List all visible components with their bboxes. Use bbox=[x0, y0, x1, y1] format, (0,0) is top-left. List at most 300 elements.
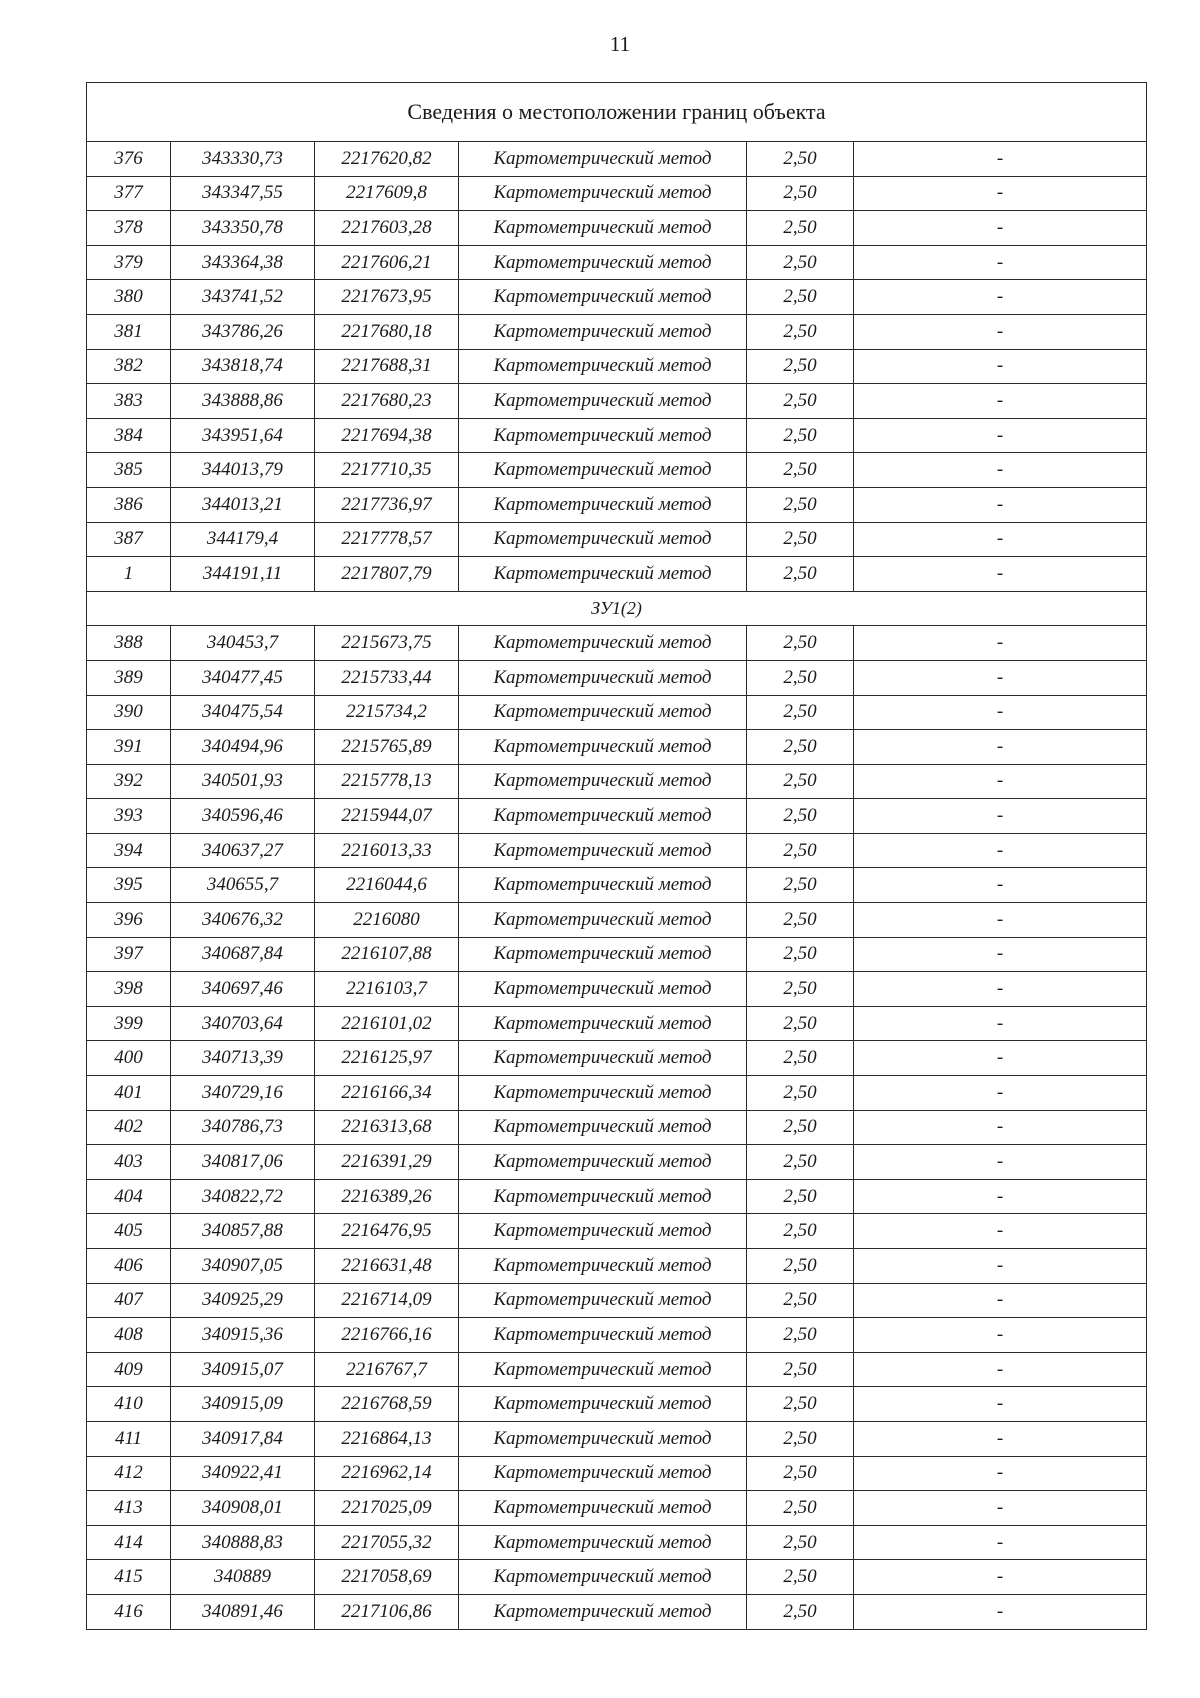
description-cell: - bbox=[854, 868, 1147, 903]
table-row bbox=[87, 1283, 1147, 1318]
method-cell: Картометрический метод bbox=[459, 868, 747, 903]
table-row bbox=[87, 280, 1147, 315]
accuracy-cell: 2,50 bbox=[747, 522, 854, 557]
y-coordinate-cell: 2216313,68 bbox=[315, 1110, 459, 1145]
point-number-cell: 388 bbox=[87, 626, 171, 661]
accuracy-cell: 2,50 bbox=[747, 1525, 854, 1560]
method-cell: Картометрический метод bbox=[459, 1249, 747, 1284]
y-coordinate-cell: 2216101,02 bbox=[315, 1006, 459, 1041]
description-cell: - bbox=[854, 937, 1147, 972]
x-coordinate-cell: 340655,7 bbox=[171, 868, 315, 903]
method-cell: Картометрический метод bbox=[459, 799, 747, 834]
method-cell: Картометрический метод bbox=[459, 764, 747, 799]
accuracy-cell: 2,50 bbox=[747, 1594, 854, 1629]
table-row bbox=[87, 1491, 1147, 1526]
method-cell: Картометрический метод bbox=[459, 314, 747, 349]
table-row bbox=[87, 314, 1147, 349]
description-cell: - bbox=[854, 142, 1147, 177]
x-coordinate-cell: 340888,83 bbox=[171, 1525, 315, 1560]
table-title-row bbox=[87, 83, 1147, 142]
y-coordinate-cell: 2217778,57 bbox=[315, 522, 459, 557]
x-coordinate-cell: 343786,26 bbox=[171, 314, 315, 349]
x-coordinate-cell: 340596,46 bbox=[171, 799, 315, 834]
method-cell: Картометрический метод bbox=[459, 1006, 747, 1041]
description-cell: - bbox=[854, 1525, 1147, 1560]
method-cell: Картометрический метод bbox=[459, 695, 747, 730]
method-cell: Картометрический метод bbox=[459, 972, 747, 1007]
x-coordinate-cell: 340822,72 bbox=[171, 1179, 315, 1214]
x-coordinate-cell: 340925,29 bbox=[171, 1283, 315, 1318]
y-coordinate-cell: 2216864,13 bbox=[315, 1421, 459, 1456]
accuracy-cell: 2,50 bbox=[747, 487, 854, 522]
y-coordinate-cell: 2216766,16 bbox=[315, 1318, 459, 1353]
section-label: ЗУ1(2) bbox=[87, 591, 1147, 626]
y-coordinate-cell: 2215765,89 bbox=[315, 730, 459, 765]
description-cell: - bbox=[854, 522, 1147, 557]
table-row bbox=[87, 833, 1147, 868]
x-coordinate-cell: 340908,01 bbox=[171, 1491, 315, 1526]
table-row bbox=[87, 1387, 1147, 1422]
method-cell: Картометрический метод bbox=[459, 1041, 747, 1076]
x-coordinate-cell: 340917,84 bbox=[171, 1421, 315, 1456]
table-row bbox=[87, 487, 1147, 522]
description-cell: - bbox=[854, 1145, 1147, 1180]
table-row bbox=[87, 1421, 1147, 1456]
method-cell: Картометрический метод bbox=[459, 1110, 747, 1145]
y-coordinate-cell: 2216768,59 bbox=[315, 1387, 459, 1422]
point-number-cell: 395 bbox=[87, 868, 171, 903]
method-cell: Картометрический метод bbox=[459, 903, 747, 938]
y-coordinate-cell: 2217620,82 bbox=[315, 142, 459, 177]
accuracy-cell: 2,50 bbox=[747, 1491, 854, 1526]
description-cell: - bbox=[854, 453, 1147, 488]
method-cell: Картометрический метод bbox=[459, 1421, 747, 1456]
accuracy-cell: 2,50 bbox=[747, 1006, 854, 1041]
method-cell: Картометрический метод bbox=[459, 349, 747, 384]
table-row bbox=[87, 1525, 1147, 1560]
point-number-cell: 399 bbox=[87, 1006, 171, 1041]
description-cell: - bbox=[854, 903, 1147, 938]
accuracy-cell: 2,50 bbox=[747, 1318, 854, 1353]
accuracy-cell: 2,50 bbox=[747, 833, 854, 868]
point-number-cell: 385 bbox=[87, 453, 171, 488]
method-cell: Картометрический метод bbox=[459, 1214, 747, 1249]
table-row bbox=[87, 903, 1147, 938]
method-cell: Картометрический метод bbox=[459, 280, 747, 315]
x-coordinate-cell: 340637,27 bbox=[171, 833, 315, 868]
description-cell: - bbox=[854, 660, 1147, 695]
table-row bbox=[87, 626, 1147, 661]
boundary-coordinates-table bbox=[86, 82, 1147, 1630]
y-coordinate-cell: 2217694,38 bbox=[315, 418, 459, 453]
accuracy-cell: 2,50 bbox=[747, 142, 854, 177]
point-number-cell: 386 bbox=[87, 487, 171, 522]
point-number-cell: 408 bbox=[87, 1318, 171, 1353]
x-coordinate-cell: 340453,7 bbox=[171, 626, 315, 661]
accuracy-cell: 2,50 bbox=[747, 384, 854, 419]
point-number-cell: 416 bbox=[87, 1594, 171, 1629]
y-coordinate-cell: 2216166,34 bbox=[315, 1076, 459, 1111]
description-cell: - bbox=[854, 1456, 1147, 1491]
y-coordinate-cell: 2217603,28 bbox=[315, 211, 459, 246]
point-number-cell: 401 bbox=[87, 1076, 171, 1111]
page-number: 11 bbox=[609, 32, 631, 56]
accuracy-cell: 2,50 bbox=[747, 660, 854, 695]
description-cell: - bbox=[854, 1594, 1147, 1629]
accuracy-cell: 2,50 bbox=[747, 1041, 854, 1076]
table-row bbox=[87, 799, 1147, 834]
description-cell: - bbox=[854, 730, 1147, 765]
accuracy-cell: 2,50 bbox=[747, 1560, 854, 1595]
accuracy-cell: 2,50 bbox=[747, 799, 854, 834]
point-number-cell: 393 bbox=[87, 799, 171, 834]
y-coordinate-cell: 2217688,31 bbox=[315, 349, 459, 384]
point-number-cell: 411 bbox=[87, 1421, 171, 1456]
x-coordinate-cell: 340713,39 bbox=[171, 1041, 315, 1076]
description-cell: - bbox=[854, 1421, 1147, 1456]
table-row bbox=[87, 972, 1147, 1007]
accuracy-cell: 2,50 bbox=[747, 557, 854, 592]
x-coordinate-cell: 340907,05 bbox=[171, 1249, 315, 1284]
accuracy-cell: 2,50 bbox=[747, 626, 854, 661]
description-cell: - bbox=[854, 1179, 1147, 1214]
y-coordinate-cell: 2217710,35 bbox=[315, 453, 459, 488]
description-cell: - bbox=[854, 245, 1147, 280]
x-coordinate-cell: 340922,41 bbox=[171, 1456, 315, 1491]
x-coordinate-cell: 340687,84 bbox=[171, 937, 315, 972]
y-coordinate-cell: 2216391,29 bbox=[315, 1145, 459, 1180]
description-cell: - bbox=[854, 1076, 1147, 1111]
y-coordinate-cell: 2217606,21 bbox=[315, 245, 459, 280]
point-number-cell: 405 bbox=[87, 1214, 171, 1249]
table-row bbox=[87, 764, 1147, 799]
description-cell: - bbox=[854, 1041, 1147, 1076]
accuracy-cell: 2,50 bbox=[747, 211, 854, 246]
y-coordinate-cell: 2217106,86 bbox=[315, 1594, 459, 1629]
description-cell: - bbox=[854, 557, 1147, 592]
table-row bbox=[87, 142, 1147, 177]
method-cell: Картометрический метод bbox=[459, 1352, 747, 1387]
accuracy-cell: 2,50 bbox=[747, 868, 854, 903]
description-cell: - bbox=[854, 1560, 1147, 1595]
point-number-cell: 396 bbox=[87, 903, 171, 938]
table-row bbox=[87, 1560, 1147, 1595]
x-coordinate-cell: 340786,73 bbox=[171, 1110, 315, 1145]
x-coordinate-cell: 344013,79 bbox=[171, 453, 315, 488]
table-row bbox=[87, 1110, 1147, 1145]
accuracy-cell: 2,50 bbox=[747, 418, 854, 453]
y-coordinate-cell: 2217025,09 bbox=[315, 1491, 459, 1526]
point-number-cell: 415 bbox=[87, 1560, 171, 1595]
description-cell: - bbox=[854, 487, 1147, 522]
x-coordinate-cell: 344179,4 bbox=[171, 522, 315, 557]
description-cell: - bbox=[854, 1491, 1147, 1526]
y-coordinate-cell: 2216125,97 bbox=[315, 1041, 459, 1076]
method-cell: Картометрический метод bbox=[459, 937, 747, 972]
point-number-cell: 400 bbox=[87, 1041, 171, 1076]
method-cell: Картометрический метод bbox=[459, 453, 747, 488]
x-coordinate-cell: 340477,45 bbox=[171, 660, 315, 695]
method-cell: Картометрический метод bbox=[459, 1179, 747, 1214]
point-number-cell: 384 bbox=[87, 418, 171, 453]
point-number-cell: 413 bbox=[87, 1491, 171, 1526]
method-cell: Картометрический метод bbox=[459, 245, 747, 280]
y-coordinate-cell: 2216044,6 bbox=[315, 868, 459, 903]
y-coordinate-cell: 2217058,69 bbox=[315, 1560, 459, 1595]
table-row bbox=[87, 868, 1147, 903]
method-cell: Картометрический метод bbox=[459, 1525, 747, 1560]
method-cell: Картометрический метод bbox=[459, 142, 747, 177]
accuracy-cell: 2,50 bbox=[747, 1387, 854, 1422]
point-number-cell: 382 bbox=[87, 349, 171, 384]
table-row bbox=[87, 211, 1147, 246]
table-row bbox=[87, 176, 1147, 211]
y-coordinate-cell: 2216013,33 bbox=[315, 833, 459, 868]
accuracy-cell: 2,50 bbox=[747, 1179, 854, 1214]
y-coordinate-cell: 2217673,95 bbox=[315, 280, 459, 315]
x-coordinate-cell: 340817,06 bbox=[171, 1145, 315, 1180]
description-cell: - bbox=[854, 1352, 1147, 1387]
table-row bbox=[87, 384, 1147, 419]
method-cell: Картометрический метод bbox=[459, 557, 747, 592]
accuracy-cell: 2,50 bbox=[747, 245, 854, 280]
table-title: Сведения о местоположении границ объекта bbox=[87, 83, 1147, 142]
method-cell: Картометрический метод bbox=[459, 211, 747, 246]
table-row bbox=[87, 695, 1147, 730]
accuracy-cell: 2,50 bbox=[747, 730, 854, 765]
x-coordinate-cell: 340676,32 bbox=[171, 903, 315, 938]
x-coordinate-cell: 343741,52 bbox=[171, 280, 315, 315]
point-number-cell: 414 bbox=[87, 1525, 171, 1560]
table-row bbox=[87, 557, 1147, 592]
point-number-cell: 409 bbox=[87, 1352, 171, 1387]
point-number-cell: 380 bbox=[87, 280, 171, 315]
x-coordinate-cell: 343951,64 bbox=[171, 418, 315, 453]
description-cell: - bbox=[854, 280, 1147, 315]
accuracy-cell: 2,50 bbox=[747, 1456, 854, 1491]
accuracy-cell: 2,50 bbox=[747, 453, 854, 488]
x-coordinate-cell: 340729,16 bbox=[171, 1076, 315, 1111]
method-cell: Картометрический метод bbox=[459, 418, 747, 453]
table-row bbox=[87, 1456, 1147, 1491]
method-cell: Картометрический метод bbox=[459, 833, 747, 868]
y-coordinate-cell: 2216476,95 bbox=[315, 1214, 459, 1249]
y-coordinate-cell: 2216714,09 bbox=[315, 1283, 459, 1318]
accuracy-cell: 2,50 bbox=[747, 903, 854, 938]
y-coordinate-cell: 2217736,97 bbox=[315, 487, 459, 522]
x-coordinate-cell: 340889 bbox=[171, 1560, 315, 1595]
x-coordinate-cell: 343364,38 bbox=[171, 245, 315, 280]
y-coordinate-cell: 2216631,48 bbox=[315, 1249, 459, 1284]
table-row bbox=[87, 1249, 1147, 1284]
x-coordinate-cell: 340703,64 bbox=[171, 1006, 315, 1041]
point-number-cell: 377 bbox=[87, 176, 171, 211]
description-cell: - bbox=[854, 1283, 1147, 1318]
point-number-cell: 404 bbox=[87, 1179, 171, 1214]
accuracy-cell: 2,50 bbox=[747, 695, 854, 730]
point-number-cell: 381 bbox=[87, 314, 171, 349]
table-row bbox=[87, 522, 1147, 557]
point-number-cell: 379 bbox=[87, 245, 171, 280]
table-row bbox=[87, 1041, 1147, 1076]
table-row bbox=[87, 1179, 1147, 1214]
accuracy-cell: 2,50 bbox=[747, 1421, 854, 1456]
description-cell: - bbox=[854, 833, 1147, 868]
x-coordinate-cell: 340494,96 bbox=[171, 730, 315, 765]
accuracy-cell: 2,50 bbox=[747, 1283, 854, 1318]
description-cell: - bbox=[854, 314, 1147, 349]
table-row bbox=[87, 1076, 1147, 1111]
method-cell: Картометрический метод bbox=[459, 730, 747, 765]
description-cell: - bbox=[854, 972, 1147, 1007]
point-number-cell: 402 bbox=[87, 1110, 171, 1145]
y-coordinate-cell: 2217680,23 bbox=[315, 384, 459, 419]
point-number-cell: 387 bbox=[87, 522, 171, 557]
x-coordinate-cell: 340697,46 bbox=[171, 972, 315, 1007]
point-number-cell: 383 bbox=[87, 384, 171, 419]
point-number-cell: 1 bbox=[87, 557, 171, 592]
y-coordinate-cell: 2216107,88 bbox=[315, 937, 459, 972]
y-coordinate-cell: 2215944,07 bbox=[315, 799, 459, 834]
x-coordinate-cell: 340501,93 bbox=[171, 764, 315, 799]
y-coordinate-cell: 2215733,44 bbox=[315, 660, 459, 695]
y-coordinate-cell: 2217609,8 bbox=[315, 176, 459, 211]
x-coordinate-cell: 343888,86 bbox=[171, 384, 315, 419]
y-coordinate-cell: 2216389,26 bbox=[315, 1179, 459, 1214]
point-number-cell: 390 bbox=[87, 695, 171, 730]
section-header-row bbox=[87, 591, 1147, 626]
accuracy-cell: 2,50 bbox=[747, 349, 854, 384]
point-number-cell: 410 bbox=[87, 1387, 171, 1422]
table-row bbox=[87, 1318, 1147, 1353]
x-coordinate-cell: 340915,36 bbox=[171, 1318, 315, 1353]
method-cell: Картометрический метод bbox=[459, 1560, 747, 1595]
method-cell: Картометрический метод bbox=[459, 1387, 747, 1422]
description-cell: - bbox=[854, 1110, 1147, 1145]
accuracy-cell: 2,50 bbox=[747, 1110, 854, 1145]
point-number-cell: 397 bbox=[87, 937, 171, 972]
accuracy-cell: 2,50 bbox=[747, 1249, 854, 1284]
x-coordinate-cell: 340475,54 bbox=[171, 695, 315, 730]
description-cell: - bbox=[854, 211, 1147, 246]
point-number-cell: 376 bbox=[87, 142, 171, 177]
accuracy-cell: 2,50 bbox=[747, 1076, 854, 1111]
method-cell: Картометрический метод bbox=[459, 522, 747, 557]
description-cell: - bbox=[854, 384, 1147, 419]
description-cell: - bbox=[854, 799, 1147, 834]
table-row bbox=[87, 1145, 1147, 1180]
description-cell: - bbox=[854, 349, 1147, 384]
x-coordinate-cell: 343347,55 bbox=[171, 176, 315, 211]
accuracy-cell: 2,50 bbox=[747, 1352, 854, 1387]
x-coordinate-cell: 344191,11 bbox=[171, 557, 315, 592]
point-number-cell: 406 bbox=[87, 1249, 171, 1284]
method-cell: Картометрический метод bbox=[459, 384, 747, 419]
table-row bbox=[87, 1214, 1147, 1249]
table-row bbox=[87, 730, 1147, 765]
description-cell: - bbox=[854, 1318, 1147, 1353]
x-coordinate-cell: 343818,74 bbox=[171, 349, 315, 384]
x-coordinate-cell: 340915,09 bbox=[171, 1387, 315, 1422]
y-coordinate-cell: 2216767,7 bbox=[315, 1352, 459, 1387]
description-cell: - bbox=[854, 764, 1147, 799]
y-coordinate-cell: 2217680,18 bbox=[315, 314, 459, 349]
description-cell: - bbox=[854, 1006, 1147, 1041]
y-coordinate-cell: 2215673,75 bbox=[315, 626, 459, 661]
table-row bbox=[87, 1352, 1147, 1387]
method-cell: Картометрический метод bbox=[459, 1318, 747, 1353]
table-row bbox=[87, 937, 1147, 972]
accuracy-cell: 2,50 bbox=[747, 280, 854, 315]
method-cell: Картометрический метод bbox=[459, 487, 747, 522]
x-coordinate-cell: 343330,73 bbox=[171, 142, 315, 177]
y-coordinate-cell: 2215778,13 bbox=[315, 764, 459, 799]
method-cell: Картометрический метод bbox=[459, 1456, 747, 1491]
accuracy-cell: 2,50 bbox=[747, 1145, 854, 1180]
x-coordinate-cell: 340891,46 bbox=[171, 1594, 315, 1629]
accuracy-cell: 2,50 bbox=[747, 937, 854, 972]
point-number-cell: 398 bbox=[87, 972, 171, 1007]
y-coordinate-cell: 2216103,7 bbox=[315, 972, 459, 1007]
point-number-cell: 394 bbox=[87, 833, 171, 868]
description-cell: - bbox=[854, 1387, 1147, 1422]
method-cell: Картометрический метод bbox=[459, 1491, 747, 1526]
method-cell: Картометрический метод bbox=[459, 176, 747, 211]
table-row bbox=[87, 349, 1147, 384]
accuracy-cell: 2,50 bbox=[747, 314, 854, 349]
table-row bbox=[87, 660, 1147, 695]
y-coordinate-cell: 2216080 bbox=[315, 903, 459, 938]
point-number-cell: 378 bbox=[87, 211, 171, 246]
method-cell: Картометрический метод bbox=[459, 1145, 747, 1180]
point-number-cell: 392 bbox=[87, 764, 171, 799]
method-cell: Картометрический метод bbox=[459, 626, 747, 661]
table-row bbox=[87, 453, 1147, 488]
table-row bbox=[87, 1594, 1147, 1629]
point-number-cell: 403 bbox=[87, 1145, 171, 1180]
description-cell: - bbox=[854, 176, 1147, 211]
description-cell: - bbox=[854, 418, 1147, 453]
description-cell: - bbox=[854, 626, 1147, 661]
table-row bbox=[87, 1006, 1147, 1041]
point-number-cell: 412 bbox=[87, 1456, 171, 1491]
description-cell: - bbox=[854, 1214, 1147, 1249]
description-cell: - bbox=[854, 1249, 1147, 1284]
method-cell: Картометрический метод bbox=[459, 660, 747, 695]
accuracy-cell: 2,50 bbox=[747, 1214, 854, 1249]
y-coordinate-cell: 2216962,14 bbox=[315, 1456, 459, 1491]
x-coordinate-cell: 344013,21 bbox=[171, 487, 315, 522]
method-cell: Картометрический метод bbox=[459, 1283, 747, 1318]
accuracy-cell: 2,50 bbox=[747, 176, 854, 211]
method-cell: Картометрический метод bbox=[459, 1594, 747, 1629]
x-coordinate-cell: 340915,07 bbox=[171, 1352, 315, 1387]
y-coordinate-cell: 2215734,2 bbox=[315, 695, 459, 730]
point-number-cell: 407 bbox=[87, 1283, 171, 1318]
y-coordinate-cell: 2217055,32 bbox=[315, 1525, 459, 1560]
description-cell: - bbox=[854, 695, 1147, 730]
table-body bbox=[87, 83, 1147, 1630]
method-cell: Картометрический метод bbox=[459, 1076, 747, 1111]
accuracy-cell: 2,50 bbox=[747, 972, 854, 1007]
accuracy-cell: 2,50 bbox=[747, 764, 854, 799]
point-number-cell: 391 bbox=[87, 730, 171, 765]
point-number-cell: 389 bbox=[87, 660, 171, 695]
x-coordinate-cell: 343350,78 bbox=[171, 211, 315, 246]
y-coordinate-cell: 2217807,79 bbox=[315, 557, 459, 592]
x-coordinate-cell: 340857,88 bbox=[171, 1214, 315, 1249]
table-row bbox=[87, 245, 1147, 280]
